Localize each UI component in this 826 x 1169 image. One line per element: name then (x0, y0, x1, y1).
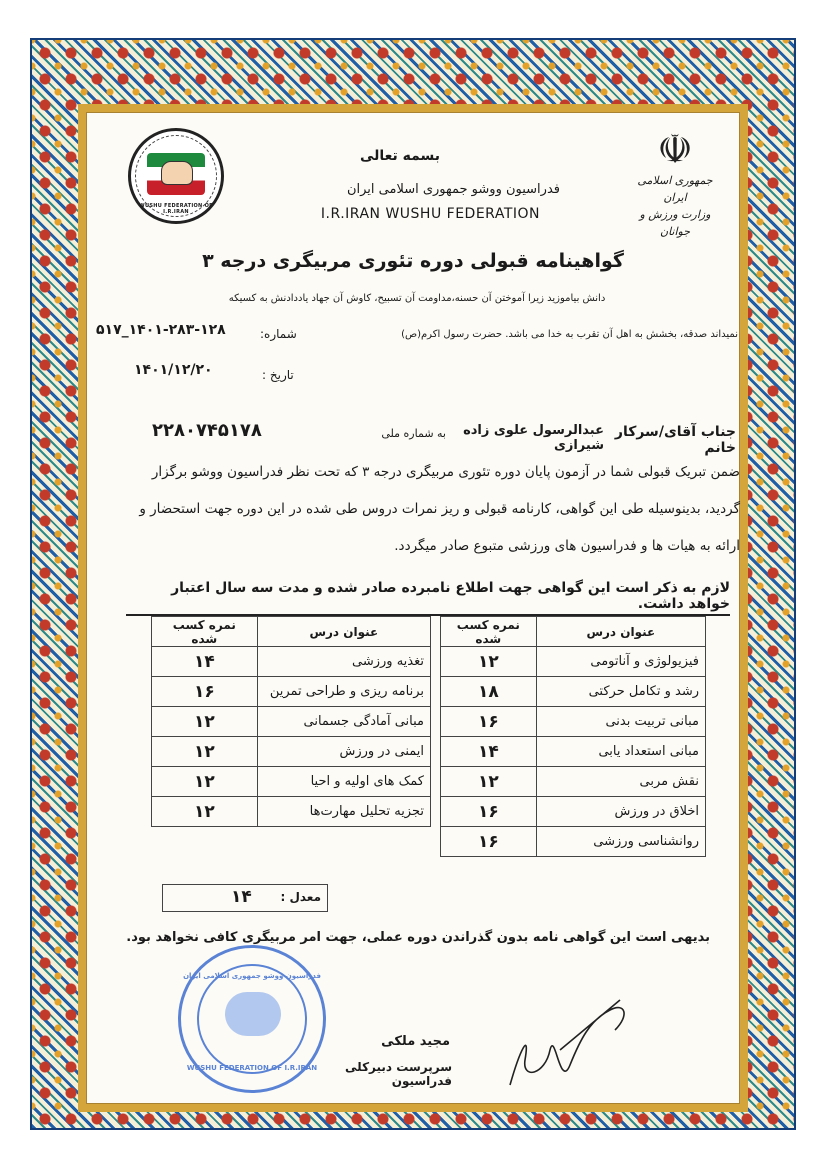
federation-name-fa: فدراسیون ووشو جمهوری اسلامی ایران (346, 182, 560, 197)
course-name: کمک های اولیه و احیا (257, 767, 430, 797)
iran-emblem-icon: ☫ (657, 127, 693, 173)
course-name: مبانی تربیت بدنی (536, 707, 705, 737)
course-grade: ۱۲ (152, 767, 258, 797)
badge-fist-icon (161, 161, 193, 185)
table-row (441, 827, 706, 857)
validity-notice: لازم به ذکر است این گواهی جهت اطلاع نامبرده صادر شده و مدت سه سال اعتبار خواهد داشت. (126, 580, 730, 616)
course-grade: ۱۶ (441, 827, 537, 857)
table-row (152, 767, 431, 797)
course-grade: ۱۲ (152, 797, 258, 827)
certificate-number: ۱۴۰۱-۲۸۳-۱۲۸_۵۱۷ (96, 322, 226, 338)
stamp-fist-icon (225, 992, 281, 1036)
basmala: بسمه تعالی (359, 148, 441, 164)
course-grade: ۱۶ (441, 797, 537, 827)
ministry-line1: جمهوری اسلامی ایران (637, 174, 713, 204)
course-name: روانشناسی ورزشی (536, 827, 705, 857)
table-row (152, 797, 431, 827)
grade-header: نمره کسب شده (441, 617, 537, 647)
course-grade: ۱۲ (152, 707, 258, 737)
certificate-title: گواهینامه قبولی دوره تئوری مربیگری درجه ۳ (202, 250, 624, 272)
date-label: تاریخ : (262, 368, 294, 382)
average-value: ۱۴ (231, 887, 252, 907)
table-row (441, 797, 706, 827)
final-note: بدیهی است این گواهی نامه بدون گذراندن دوره عملی، جهت امر مربیگری کافی نخواهد بود. (126, 930, 710, 945)
table-row (441, 737, 706, 767)
course-grade: ۱۲ (441, 767, 537, 797)
course-grade: ۱۶ (152, 677, 258, 707)
federation-name-en: I.R.IRAN WUSHU FEDERATION (320, 206, 540, 222)
course-name: برنامه ریزی و طراحی تمرین (257, 677, 430, 707)
certificate-date: ۱۴۰۱/۱۲/۲۰ (134, 362, 213, 378)
course-grade: ۱۲ (441, 647, 537, 677)
table-row (441, 647, 706, 677)
table-row (152, 707, 431, 737)
table-row (152, 677, 431, 707)
courses-table-left (151, 616, 431, 827)
average-box (162, 884, 328, 912)
table-row (152, 737, 431, 767)
course-name: مبانی استعداد یابی (536, 737, 705, 767)
ministry-logo (632, 127, 718, 238)
course-name: رشد و تکامل حرکتی (536, 677, 705, 707)
average-label: معدل : (280, 890, 321, 904)
greeting-label: جناب آقای/سرکار خانم (614, 424, 736, 456)
badge-label: WUSHU FEDERATION OF I.R.IRAN (139, 203, 213, 215)
national-id: ۲۲۸۰۷۴۵۱۷۸ (152, 420, 262, 441)
signature-icon (500, 990, 640, 1100)
table-row (441, 707, 706, 737)
course-grade: ۱۴ (152, 647, 258, 677)
stamp-text-bottom: WUSHU FEDERATION OF I.R.IRAN (186, 1064, 318, 1072)
course-header: عنوان درس (536, 617, 705, 647)
course-grade: ۱۸ (441, 677, 537, 707)
national-id-label: به شماره ملی (381, 427, 446, 440)
signer-title: سرپرست دبیرکلی فدراسیون (345, 1060, 452, 1088)
course-name: اخلاق در ورزش (536, 797, 705, 827)
course-grade: ۱۶ (441, 707, 537, 737)
signer-name: مجید ملکی (381, 1034, 450, 1049)
course-grade: ۱۴ (441, 737, 537, 767)
courses-table-right (440, 616, 706, 857)
course-name: فیزیولوژی و آناتومی (536, 647, 705, 677)
table-row (152, 647, 431, 677)
table-row (441, 767, 706, 797)
hadith-line-2: نمیداند صدقه، بخشش به اهل آن تقرب به خدا می باشد. حضرت رسول اکرم(ص) (401, 329, 738, 340)
course-name: ایمنی در ورزش (257, 737, 430, 767)
table-row (441, 677, 706, 707)
number-label: شماره: (260, 327, 297, 341)
course-name: نقش مربی (536, 767, 705, 797)
grade-header: نمره کسب شده (152, 617, 258, 647)
course-name: تغذیه ورزشی (257, 647, 430, 677)
federation-badge-icon (128, 128, 224, 224)
recipient-name: عبدالرسول علوی زاده شیرازی (463, 423, 604, 453)
certificate-paragraph: ضمن تبریک قبولی شما در آزمون پایان دوره تئوری مربیگری درجه ۳ که تحت نظر فدراسیون ووشو برگزار گردید، بدینوسیله طی این گواهی، کارنامه قبولی و ریز نمرات دروس طی شده در این دوره جهت استحضار و ارائه به هیات ها و فدراسیون های ورزشی متبوع صادر میگردد. (139, 464, 740, 554)
stamp-text-top: فدراسیون ووشو جمهوری اسلامی ایران (183, 972, 321, 980)
ministry-line2: وزارت ورزش و جوانان (639, 208, 711, 238)
course-grade: ۱۲ (152, 737, 258, 767)
course-header: عنوان درس (257, 617, 430, 647)
hadith-line-1: دانش بیاموزید زیرا آموختن آن حسنه،مداومت آن تسبیح، کاوش آن جهاد یاددادنش به کسیکه (228, 293, 606, 304)
course-name: تجزیه تحلیل مهارت‌ها (257, 797, 430, 827)
course-name: مبانی آمادگی جسمانی (257, 707, 430, 737)
